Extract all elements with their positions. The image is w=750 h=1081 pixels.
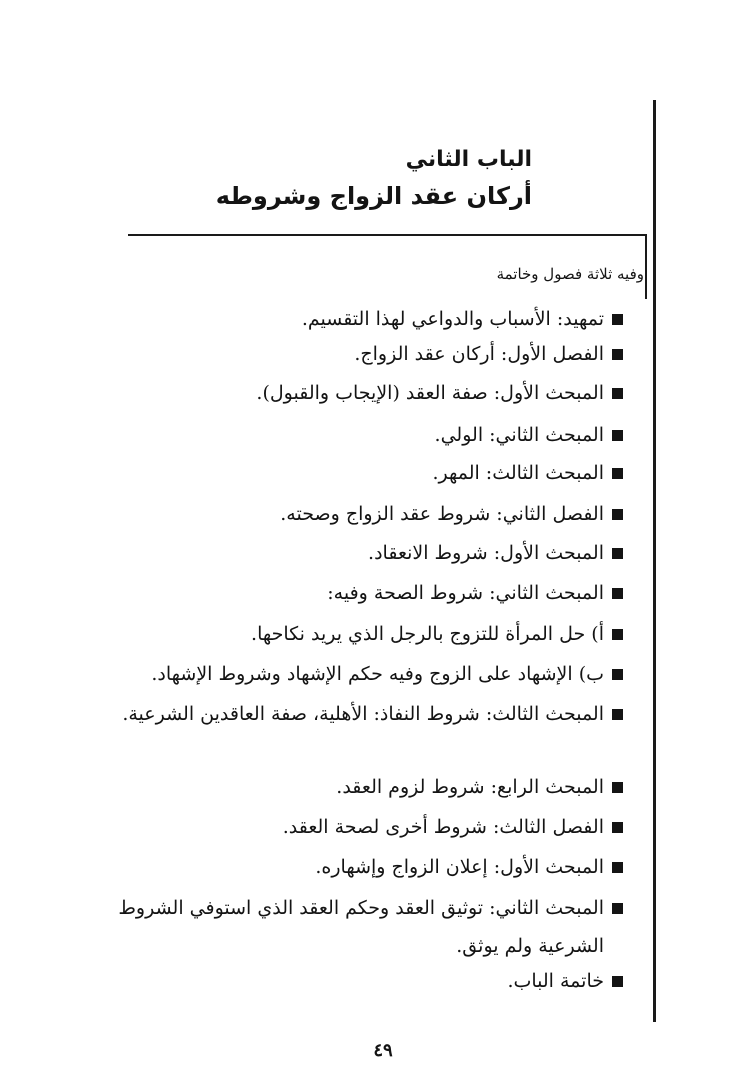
list-item: المبحث الثاني: توثيق العقد وحكم العقد الذي استوفي الشروط الشرعية ولم يوثق. (118, 897, 604, 957)
chapter-label: الباب الثاني (405, 147, 532, 172)
page-number: ٤٩ (373, 1040, 393, 1061)
bullet-icon (612, 468, 623, 479)
list-item: خاتمة الباب. (507, 970, 604, 992)
bullet-icon (612, 509, 623, 520)
list-item: المبحث الثالث: المهر. (432, 462, 604, 484)
bullet-icon (612, 822, 623, 833)
chapter-title: أركان عقد الزواج وشروطه (215, 182, 532, 210)
bullet-icon (612, 430, 623, 441)
list-item: المبحث الأول: صفة العقد (الإيجاب والقبول). (256, 382, 604, 404)
bullet-icon (612, 669, 623, 680)
bullet-icon (612, 629, 623, 640)
bullet-icon (612, 709, 623, 720)
bullet-icon (612, 349, 623, 360)
list-item: المبحث الثاني: شروط الصحة وفيه: (327, 582, 604, 604)
bullet-icon (612, 862, 623, 873)
list-item: المبحث الأول: إعلان الزواج وإشهاره. (315, 856, 604, 878)
bullet-icon (612, 976, 623, 987)
bullet-icon (612, 388, 623, 399)
list-item: الفصل الأول: أركان عقد الزواج. (354, 343, 604, 365)
list-item: المبحث الثاني: الولي. (434, 424, 604, 446)
list-item: تمهيد: الأسباب والدواعي لهذا التقسيم. (301, 308, 604, 330)
list-item: ب) الإشهاد على الزوج وفيه حكم الإشهاد وشروط الإشهاد. (151, 663, 604, 685)
list-item: الفصل الثالث: شروط أخرى لصحة العقد. (282, 816, 604, 838)
bullet-icon (612, 903, 623, 914)
bullet-icon (612, 782, 623, 793)
vertical-rule (653, 100, 656, 1022)
list-item: الفصل الثاني: شروط عقد الزواج وصحته. (280, 503, 604, 525)
intro-text: وفيه ثلاثة فصول وخاتمة (496, 265, 644, 283)
bullet-icon (612, 548, 623, 559)
list-item: أ) حل المرأة للتزوج بالرجل الذي يريد نكاحها. (251, 623, 604, 645)
bullet-icon (612, 314, 623, 325)
rule-corner (645, 234, 647, 299)
list-item: المبحث الثالث: شروط النفاذ: الأهلية، صفة العاقدين الشرعية. (122, 703, 604, 725)
horizontal-rule (128, 234, 647, 236)
bullet-icon (612, 588, 623, 599)
list-item: المبحث الأول: شروط الانعقاد. (368, 542, 604, 564)
list-item: المبحث الرابع: شروط لزوم العقد. (336, 776, 604, 798)
